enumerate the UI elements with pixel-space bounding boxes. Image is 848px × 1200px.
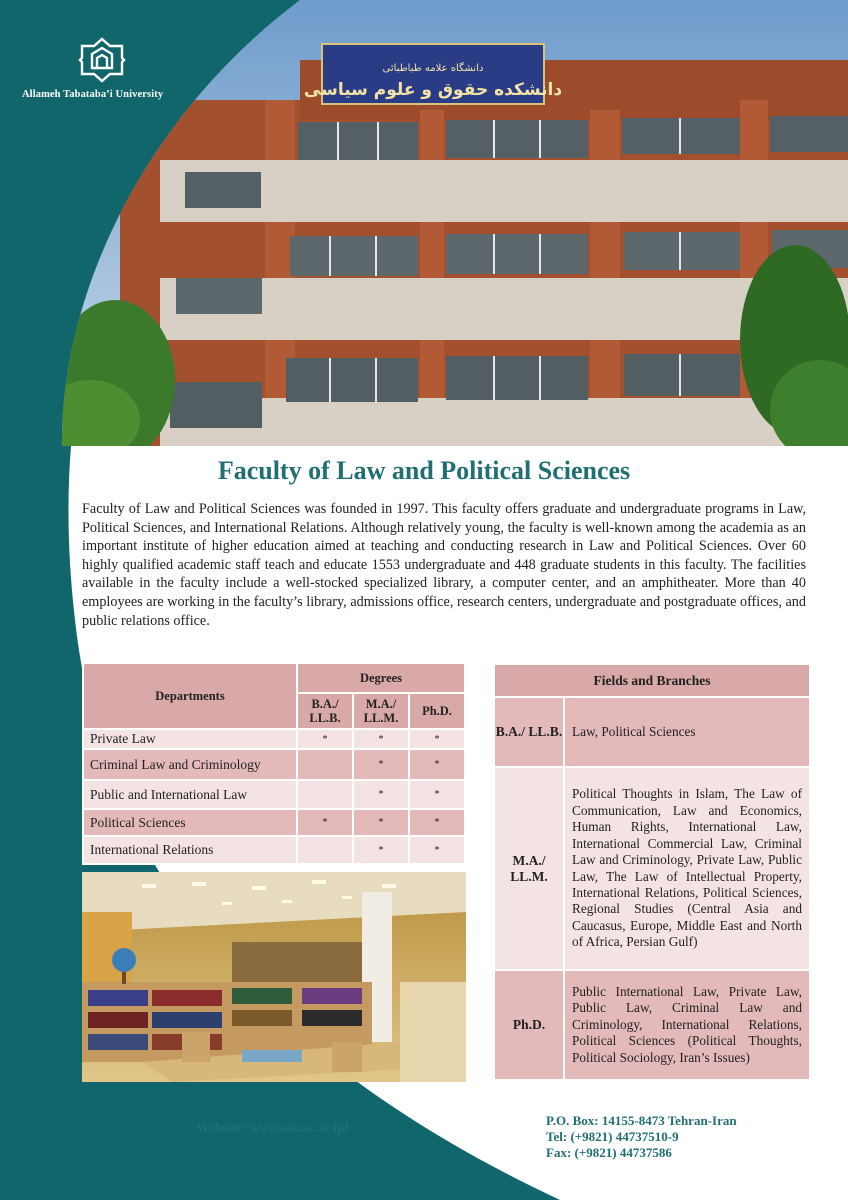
page-title: Faculty of Law and Political Sciences [217, 456, 631, 485]
fields-list: Public International Law, Private Law, Public Law, Criminal Law and Criminology, International Relations, Political Sciences (Political Thoughts, Political Sociology, Iran’s Issues) [564, 970, 810, 1080]
department-name: International Relations [83, 836, 297, 864]
degrees-header: Degrees [297, 663, 465, 693]
ba-mark [297, 749, 353, 780]
degree-label: Ph.D. [494, 970, 564, 1080]
degree-label: B.A./ LL.B. [494, 697, 564, 767]
fields-header: Fields and Branches [494, 664, 810, 697]
table-row [83, 809, 465, 836]
table-row [494, 970, 810, 1080]
table-row [494, 697, 810, 767]
ba-header: B.A./ LL.B. [297, 693, 353, 729]
fields-table [493, 663, 811, 1081]
department-name: Private Law [83, 729, 297, 749]
ba-mark: * [297, 809, 353, 836]
contact-block [546, 1113, 737, 1161]
fields-list: Political Thoughts in Islam, The Law of Communication, Law and Economics, Human Rights, International Law, International Commercial Law, Criminal Law and Criminology, Private Law, Public Law, The Law of Intellectual Property, International Relations, Political Sciences, Regional Studies (Central Asia and Caucasus, Europe, Middle East and North of Africa, Persian Gulf) [564, 767, 810, 970]
fax: Fax: (+9821) 44737586 [546, 1145, 672, 1160]
phd-mark: * [409, 809, 465, 836]
departments-table [82, 662, 466, 865]
ma-mark: * [353, 729, 409, 749]
ma-mark: * [353, 780, 409, 809]
library-photo [82, 872, 466, 1082]
po-box: P.O. Box: 14155-8473 Tehran-Iran [546, 1113, 737, 1128]
table-row [83, 749, 465, 780]
ma-mark: * [353, 836, 409, 864]
departments-header: Departments [83, 663, 297, 729]
department-name: Public and International Law [83, 780, 297, 809]
fields-list: Law, Political Sciences [564, 697, 810, 767]
ma-mark: * [353, 749, 409, 780]
ba-mark [297, 780, 353, 809]
telephone: Tel: (+9821) 44737510-9 [546, 1129, 679, 1144]
department-name: Political Sciences [83, 809, 297, 836]
sign-line-2: دانشکده حقوق و علوم سیاسی [303, 80, 563, 100]
building-photo [0, 0, 848, 446]
ma-mark: * [353, 809, 409, 836]
website-text: Website: www.atu.ac.ir/lpf [196, 1120, 349, 1135]
intro-paragraph: Faculty of Law and Political Sciences was founded in 1997. This faculty offers graduate and undergraduate programs in Law, Political Sciences, and International Relations. Although relatively young, the faculty is well-known among the academia as an important institute of higher education aimed at teaching and conducting research in Law and Political Sciences. Over 60 highly qualified academic staff teach and educate 1553 undergraduate and 448 graduate students in this faculty. The facilities available in the faculty include a well-stocked specialized library, a computer center, and an amphitheater. More than 40 employees are working in the faculty’s library, admissions office, research centers, undergraduate and postgraduate offices, and public relations office. [82, 501, 806, 629]
degree-label: M.A./ LL.M. [494, 767, 564, 970]
phd-header: Ph.D. [409, 693, 465, 729]
phd-mark: * [409, 836, 465, 864]
phd-mark: * [409, 780, 465, 809]
university-name: Allameh Tabataba’i University [22, 89, 164, 100]
department-name: Criminal Law and Criminology [83, 749, 297, 780]
table-row [494, 767, 810, 970]
table-row [83, 780, 465, 809]
ma-header: M.A./ LL.M. [353, 693, 409, 729]
table-row [83, 836, 465, 864]
table-row [83, 729, 465, 749]
university-logo-icon [78, 36, 126, 84]
phd-mark: * [409, 749, 465, 780]
sign-line-1: دانشگاه علامه طباطبائی [382, 63, 484, 74]
ba-mark [297, 836, 353, 864]
phd-mark: * [409, 729, 465, 749]
ba-mark: * [297, 729, 353, 749]
